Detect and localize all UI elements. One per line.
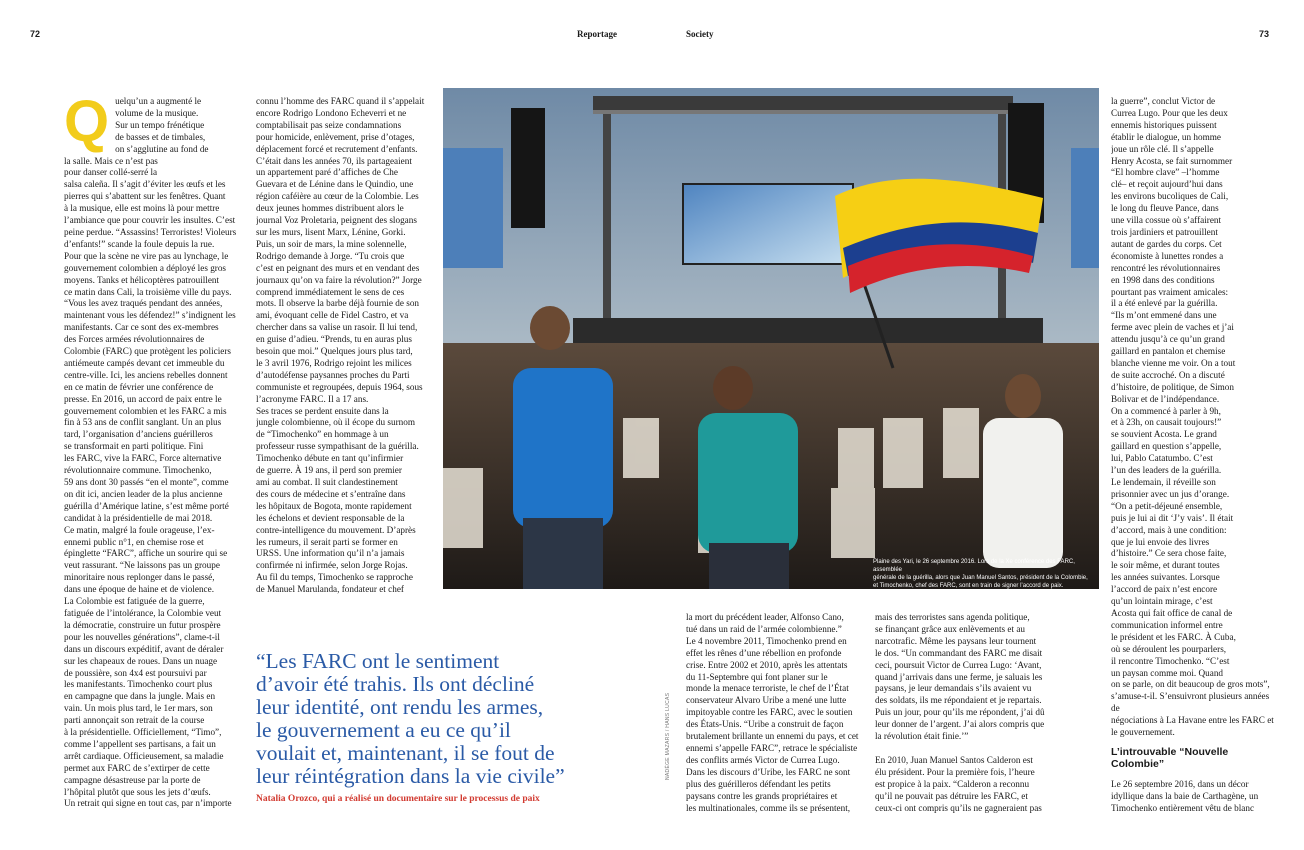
text-line: [64, 810, 244, 811]
text-line: est propice à la paix. “Calderon a reconnu: [875, 778, 1030, 789]
text-line: la guerre”, conclut Victor de: [1111, 96, 1216, 106]
text-line: parti annonçait son retrait de la course: [64, 715, 205, 726]
text-line: manifestants. Car ce sont des ex-membres: [64, 322, 219, 333]
text-line: le long du fleuve Pance, dans: [1111, 203, 1219, 214]
text-line: révolutionnaire commune. Timochenko,: [64, 465, 212, 476]
text-line: trois jardiniers et patrouillent: [1111, 226, 1218, 237]
text-line: les FARC, vive la FARC, Force alternative: [64, 453, 222, 464]
text-line: qu’un lointain mirage, c’est: [1111, 596, 1213, 607]
text-line: où se déroulent les pourparlers,: [1111, 643, 1227, 654]
text-line: Timochenko entièrement vêtu de blanc: [1111, 802, 1255, 811]
text-line: guérilla d’Amérique latine, s’est même porté: [64, 500, 229, 511]
text-line: candidat à la présidentielle de mai 2018.: [64, 512, 213, 523]
text-line: Un retrait qui signe en tout cas, par n’importe: [64, 798, 232, 809]
column-3-text: [686, 612, 872, 814]
page-number-right: 73: [1259, 29, 1270, 39]
text-line: établir le dialogue, un homme: [1111, 131, 1221, 142]
text-line: professeur russe sympathisant de la guérilla.: [256, 441, 419, 452]
text-line: l’ambiance que pour couvrir les insultes. C’est: [64, 215, 236, 226]
column-4-text: [875, 612, 1065, 814]
text-line: ennemi public n°1, en chemise rose et: [64, 536, 204, 547]
text-line: Puis, un soir de mars, la mine solennelle,: [256, 238, 407, 249]
text-line: moyens. Tanks et hélicoptères patrouillent: [64, 274, 220, 285]
text-line: paysans, je leur demandais s’ils avaient vu: [875, 683, 1032, 694]
text-line: fatiguée de l’intolérance, la Colombie veut: [64, 607, 222, 618]
text-line: Au fil du temps, Timochenko se rapproche: [256, 572, 413, 583]
text-line: Rodrigo demande à Jorge. “Tu crois que: [256, 250, 405, 261]
text-line: ferme avec plein de vaches et j’ai: [1111, 322, 1234, 333]
text-line: effet les rênes d’une rébellion en profonde: [686, 647, 842, 658]
text-line: La Colombie est fatiguée de la guerre,: [64, 596, 205, 607]
text-line: arrêt cardiaque. Officieusement, sa maladie: [64, 750, 224, 761]
text-line: pierres qui s’abattent sur les fenêtres. Quant: [64, 191, 226, 202]
text-line: Currea Lugo. Pour que les deux: [1111, 107, 1228, 118]
text-line: monde la menace terroriste, le chef de l’État: [686, 683, 849, 694]
text-line: sur les murs, lisent Marx, Lénine, Gorki.: [256, 226, 406, 237]
text-line: impitoyable contre les FARC, avec le soutien: [686, 707, 853, 718]
text-line: encore Rodrigo Londono Echeverri et ne: [256, 107, 407, 118]
text-line: la salle. Mais ce n’est pas: [64, 155, 158, 166]
page-number-left: 72: [30, 29, 41, 39]
drop-cap: Q: [64, 96, 110, 154]
text-line: il rencontre Timochenko. “C’est: [1111, 655, 1230, 666]
text-line: journal Voz Proletaria, peignent des slogans: [256, 215, 417, 226]
text-line: déplacement forcé et recrutement d’enfants.: [256, 143, 418, 154]
text-line: pourtant pas vraiment amicales:: [1111, 286, 1229, 297]
text-line: les rumeurs, il serait parti se former en: [256, 536, 398, 547]
text-line: le dos. “Un commandant des FARC me disait: [875, 647, 1043, 658]
text-line: l’hôpital plutôt que sous les jets d’œufs.: [64, 786, 211, 797]
pull-quote-line: leur réintégration dans la vie civile”: [256, 764, 565, 788]
text-line: maintenant vous les défendez!” s’indignent les: [64, 310, 236, 321]
text-line: quand j’arrivais dans une ferme, je saluais les: [875, 671, 1043, 682]
text-line: mais des terroristes sans agenda politique,: [875, 612, 1030, 622]
text-line: l’accord de paix n’est encore: [1111, 584, 1218, 595]
text-line: gaillard en question s’appelle,: [1111, 441, 1222, 452]
text-line: des cours de médecine et s’entraîne dans: [256, 488, 406, 499]
text-line: qu’il ne pouvait pas détruire les FARC, et: [875, 790, 1028, 801]
text-line: dans un discours expéditif, avant de déraler: [64, 643, 224, 654]
text-line: Sur un tempo frénétique: [115, 119, 205, 130]
text-line: puis je lui ai dit ‘J’y vais’. Il était: [1111, 512, 1234, 523]
text-line: ce matin dans Cali, la troisième ville du pays.: [64, 286, 232, 297]
text-line: attendu jusqu’à ce qu’un grand: [1111, 334, 1225, 345]
text-line: communiste et regroupées, depuis 1964, sous: [256, 381, 423, 392]
text-line: de “Timochenko” en hommage à un: [256, 429, 389, 440]
text-line: idyllique dans la baie de Carthagène, un: [1111, 790, 1259, 801]
text-line: la mort du précédent leader, Alfonso Cano,: [686, 612, 844, 622]
text-line: des États-Unis. “Uribe a construit de façon: [686, 719, 844, 730]
text-line: [875, 743, 1065, 755]
text-line: “Vous les avez traqués pendant des années,: [64, 298, 223, 309]
text-line: les multinationales, comme ils se présentent,: [686, 802, 851, 813]
text-line: plus des guérilleros défendant les petits: [686, 778, 831, 789]
pull-quote-line: voulait et, maintenant, il se fout de: [256, 741, 555, 765]
text-line: en guise d’adieu. “Prends, tu en auras plus: [256, 334, 412, 345]
column-1-text: [64, 96, 244, 811]
rally-photo: [443, 88, 1099, 589]
text-line: le gouvernement.: [1111, 727, 1175, 738]
text-line: s’amuse-t-il. S’ensuivront plusieurs années de: [1111, 691, 1270, 714]
text-line: la démocratie, construire un futur prospère: [64, 619, 221, 630]
text-line: URSS. Une information qu’il n’a jamais: [256, 548, 405, 559]
text-line: crise. Entre 2002 et 2010, après les attentats: [686, 659, 848, 670]
text-line: en campagne que dans la jungle. Mais en: [64, 691, 216, 702]
article-column-5: [1111, 96, 1279, 811]
text-line: vain. Un mois plus tard, le 1er mars, son: [64, 703, 213, 714]
text-line: et à 23h, on causait toujours!”: [1111, 417, 1222, 428]
text-line: blanche vienne me voir. On a tout: [1111, 357, 1236, 368]
text-line: en 1998 dans des conditions: [1111, 274, 1215, 285]
text-line: Ses traces se perdent ensuite dans la: [256, 405, 389, 416]
text-line: Dans les discours d’Uribe, les FARC ne sont: [686, 766, 851, 777]
text-line: les hôpitaux de Bogota, monte rapidement: [256, 500, 412, 511]
text-line: à la musique, elle est moins là pour mettre: [64, 203, 220, 214]
text-line: d’autodéfense paysannes proches du Parti: [256, 369, 410, 380]
article-column-3: [686, 612, 872, 817]
text-line: confirmée ni infirmée, selon Jorge Rojas.: [256, 560, 408, 571]
subheading: L’introuvable “Nouvelle Colombie”: [1111, 745, 1229, 770]
text-line: l’un des leaders de la guérilla.: [1111, 465, 1222, 476]
text-line: se souvient Acosta. Le grand: [1111, 429, 1217, 440]
text-line: clé– et reçoit aujourd’hui dans: [1111, 179, 1223, 190]
concert-crowd-image: [443, 88, 1099, 589]
text-line: économiste à lunettes rondes a: [1111, 250, 1224, 261]
text-line: communication informel entre: [1111, 619, 1223, 630]
text-line: comptabilisait pas seize condamnations: [256, 119, 402, 130]
text-line: des soldats, ils me répondaient et je repartais.: [875, 695, 1042, 706]
text-line: connu l’homme des FARC quand il s’appelait: [256, 96, 425, 106]
text-line: Le 26 septembre 2016, dans un décor: [1111, 778, 1249, 789]
text-line: ceux-ci ont compris qu’ils ne gagneraient pas: [875, 802, 1042, 813]
text-line: gouvernement colombien et les FARC a mis: [64, 405, 227, 416]
text-line: des conflits armés Victor de Currea Lugo.: [686, 754, 840, 765]
text-line: “On a petit-déjeuné ensemble,: [1111, 500, 1223, 511]
text-line: Le 4 novembre 2011, Timochenko prend en: [686, 635, 847, 646]
text-line: On a commencé à parler à 9h,: [1111, 405, 1221, 416]
section-label-left: Reportage: [577, 29, 617, 39]
text-line: épinglette “FARC”, affiche un sourire qui se: [64, 548, 228, 559]
text-line: chercher dans sa valise un rasoir. Il lui tend,: [256, 322, 418, 333]
text-line: d’accord, mais à une condition:: [1111, 524, 1227, 535]
text-line: autant de gardes du corps. Cet: [1111, 238, 1222, 249]
article-column-4: [875, 612, 1065, 817]
pull-quote-line: d’avoir été trahis. Ils ont décliné: [256, 672, 535, 696]
pull-quote-text: [256, 650, 586, 788]
text-line: presse. En 2016, un accord de paix entre le: [64, 393, 222, 404]
text-line: élu président. Pour la première fois, l’heure: [875, 766, 1035, 777]
text-line: de poussière, son 4x4 est poursuivi par: [64, 667, 207, 678]
text-line: il a été enlevé par la guérilla.: [1111, 298, 1218, 309]
text-line: à la présidentielle. Officiellement, “Timo”,: [64, 727, 222, 738]
text-line: C’était dans les années 70, ils partageaient: [256, 155, 412, 166]
text-line: Colombie (FARC) que protègent les policiers: [64, 346, 231, 357]
text-line: permet aux FARC de s’extirper de cette: [64, 762, 210, 773]
text-line: région caféière au cœur de la Colombie. Les: [256, 191, 419, 202]
text-line: l’acronyme FARC. Il a 17 ans.: [256, 393, 369, 404]
text-line: c’est en peignant des murs et en vendant des: [256, 262, 420, 273]
text-line: 59 ans dont 30 passés “en el monte”, comme: [64, 477, 229, 487]
text-line: prisonnier avec un jus d’orange.: [1111, 488, 1230, 499]
text-line: tard, l’organisation d’anciens guérilleros: [64, 429, 213, 440]
text-line: négociations à La Havane entre les FARC et: [1111, 715, 1274, 726]
text-line: deux jeunes hommes distribuent alors le: [256, 203, 404, 214]
text-line: antiémeute campés devant cet immeuble du: [64, 357, 225, 368]
text-line: se finançant grâce aux enlèvements et au: [875, 623, 1025, 634]
text-line: de suite accroché. On a discuté: [1111, 369, 1225, 380]
text-line: mots. Il observe la barbe déjà fournie de son: [256, 298, 420, 309]
text-line: journaux qu’on va faire la révolution?” Jorge: [256, 274, 422, 285]
text-line: comprend immédiatement le sens de ces: [256, 286, 405, 297]
text-line: les années suivantes. Lorsque: [1111, 572, 1220, 583]
text-line: les échelons et devient responsable de la: [256, 512, 405, 523]
text-line: du 11-Septembre qui font planer sur le: [686, 671, 828, 682]
text-line: Guevara et de Lénine dans le Quindio, une: [256, 179, 414, 190]
text-line: rencontré les révolutionnaires: [1111, 262, 1221, 273]
text-line: sur les chapeaux de roues. Dans un nuage: [64, 655, 218, 666]
text-line: Timochenko débute en tant qu’infirmier: [256, 453, 404, 464]
text-line: contre-intelligence du mouvement. D’après: [256, 524, 416, 535]
text-line: narcotrafic. Même les paysans leur tournent: [875, 635, 1037, 646]
article-column-1: [64, 96, 244, 811]
pull-quote-attribution: Natalia Orozco, qui a réalisé un documentaire sur le processus de paix: [256, 794, 540, 804]
text-line: Pour que la scène ne vire pas au lynchage, le: [64, 250, 229, 261]
text-line: besoin que moi.” Quelques jours plus tard,: [256, 346, 413, 357]
text-line: Henry Acosta, se fait surnommer: [1111, 155, 1233, 166]
text-line: fin à 53 ans de conflit sanglant. Un an plus: [64, 417, 222, 428]
text-line: volume de la musique.: [115, 107, 199, 118]
text-line: on se parle, on dit beaucoup de gros mots”,: [1111, 679, 1270, 690]
text-line: joue un rôle clé. Il s’appelle: [1111, 143, 1214, 154]
column-5-continued-text: [1111, 779, 1279, 811]
text-line: campagne désastreuse par la porte de: [64, 774, 201, 785]
caption-line: générale de la guérilla, alors que Juan Manuel Santos, président de la Colombie,: [873, 575, 1088, 581]
caption-line: et Timochenko, chef des FARC, sont en train de signer l’accord de paix.: [873, 583, 1064, 589]
pull-quote-line: leur identité, ont rendu les armes,: [256, 695, 544, 719]
text-line: ennemis historiques puissent: [1111, 119, 1217, 130]
caption-line: Plaine des Yari, le 26 septembre 2016. Lors de la Xe conférence des FARC, assemblée: [873, 559, 1075, 573]
pull-quote-line: “Les FARC ont le sentiment: [256, 649, 500, 673]
photo-credit: NADÈGE MAZARS / HANS LUCAS: [665, 692, 671, 780]
text-line: le président et les FARC. À Cuba,: [1111, 631, 1236, 642]
text-line: de guerre. À 19 ans, il perd son premier: [256, 465, 402, 476]
text-line: ami au combat. Il suit clandestinement: [256, 477, 398, 487]
text-line: Le lendemain, il réveille son: [1111, 477, 1216, 487]
text-line: tué dans un raid de l’armée colombienne.”: [686, 623, 842, 634]
pull-quote: [256, 650, 586, 804]
article-column-2: [256, 96, 436, 596]
text-line: pour les nouvelles générations”, clame-t-il: [64, 631, 220, 642]
text-line: salsa caleña. Il s’agit d’éviter les œufs et les: [64, 179, 226, 190]
text-line: se transformait en parti politique. Fini: [64, 441, 204, 452]
text-line: le soir même, et durant toutes: [1111, 560, 1220, 571]
text-line: on dit ici, ancien leader de la plus ancienne: [64, 488, 223, 499]
text-line: que je lui envoie des livres: [1111, 536, 1210, 547]
text-line: dans une époque de haine et de violence.: [64, 584, 215, 595]
text-line: ennemi s’appelle FARC”, retrace le spécialiste: [686, 742, 858, 753]
text-line: la révolution était finie.’”: [875, 731, 969, 742]
text-line: gouvernement colombien a déployé les gros: [64, 262, 227, 273]
text-line: Puis un jour, pour qu’ils me répondent, j’ai dû: [875, 707, 1045, 718]
text-line: paysans contre les grands propriétaires et: [686, 790, 838, 801]
text-line: En 2010, Juan Manuel Santos Calderon est: [875, 754, 1033, 765]
text-line: de basses et de timbales,: [115, 131, 206, 142]
pull-quote-line: le gouvernement a eu ce qu’il: [256, 718, 511, 742]
text-line: un paysan comme moi. Quand: [1111, 667, 1224, 678]
text-line: un appartement paré d’affiches de Che: [256, 167, 398, 178]
text-line: en ce matin de février une conférence de: [64, 381, 214, 392]
text-line: d’histoire, de politique, de Simon: [1111, 381, 1234, 392]
text-line: les manifestants. Timochenko court plus: [64, 679, 213, 690]
section-label-right: Society: [686, 29, 714, 39]
text-line: jungle colombienne, où il écope du surnom: [256, 417, 415, 428]
text-line: d’enfants!” scande la foule depuis la rue.: [64, 238, 215, 249]
text-line: pour danser collé-serré la: [64, 167, 158, 178]
text-line: une villa cossue où s’affairent: [1111, 215, 1222, 226]
column-5-text: [1111, 96, 1279, 739]
text-line: ami, évoquant celle de Fidel Castro, et va: [256, 310, 409, 321]
photo-caption: [873, 558, 1095, 589]
text-line: les environs bucoliques de Cali,: [1111, 191, 1229, 202]
text-line: “El hombre clave” –l’homme: [1111, 167, 1220, 178]
text-line: comme l’appellent ses partisans, a fait un: [64, 738, 216, 749]
text-line: le 3 avril 1976, Rodrigo rejoint les milices: [256, 357, 412, 368]
text-line: ceci, poursuit Victor de Currea Lugo: ‘Avant,: [875, 659, 1042, 670]
text-line: gaillard en pantalon et chemise: [1111, 346, 1226, 357]
text-line: on s’agglutine au fond de: [115, 143, 209, 154]
text-line: minoritaire nous replonger dans le passé,: [64, 572, 215, 583]
text-line: uelqu’un a augmenté le: [115, 96, 202, 106]
column-2-text: [256, 96, 436, 596]
text-line: Bolivar et de l’indépendance.: [1111, 393, 1220, 404]
text-line: lui, Pablo Catatumbo. C’est: [1111, 453, 1213, 464]
text-line: centre-ville. Ici, les anciens rebelles donnent: [64, 369, 228, 380]
text-line: veut rassurant. “Ne laissons pas un groupe: [64, 560, 220, 571]
text-line: de Manuel Marulanda, fondateur et chef: [256, 584, 404, 595]
text-line: Acosta qui fait office de canal de: [1111, 607, 1233, 618]
text-line: leur donner de l’argent. J’ai alors compris que: [875, 719, 1045, 730]
text-line: “Ils m’ont emmené dans une: [1111, 310, 1217, 321]
text-line: d’histoire.” Ce sera chose faite,: [1111, 548, 1227, 559]
text-line: des Forces armées révolutionnaires de: [64, 334, 205, 345]
text-line: Ce matin, malgré la foule orageuse, l’ex-: [64, 524, 215, 535]
text-line: conservateur Alvaro Uribe a mené une lutte: [686, 695, 847, 706]
text-line: peine perdue. “Assassins! Terroristes! Violeurs: [64, 226, 237, 237]
text-line: brutalement brillante un ennemi du pays, et cet: [686, 731, 859, 742]
text-line: pour homicide, enlèvement, prise d’otages,: [256, 131, 415, 142]
